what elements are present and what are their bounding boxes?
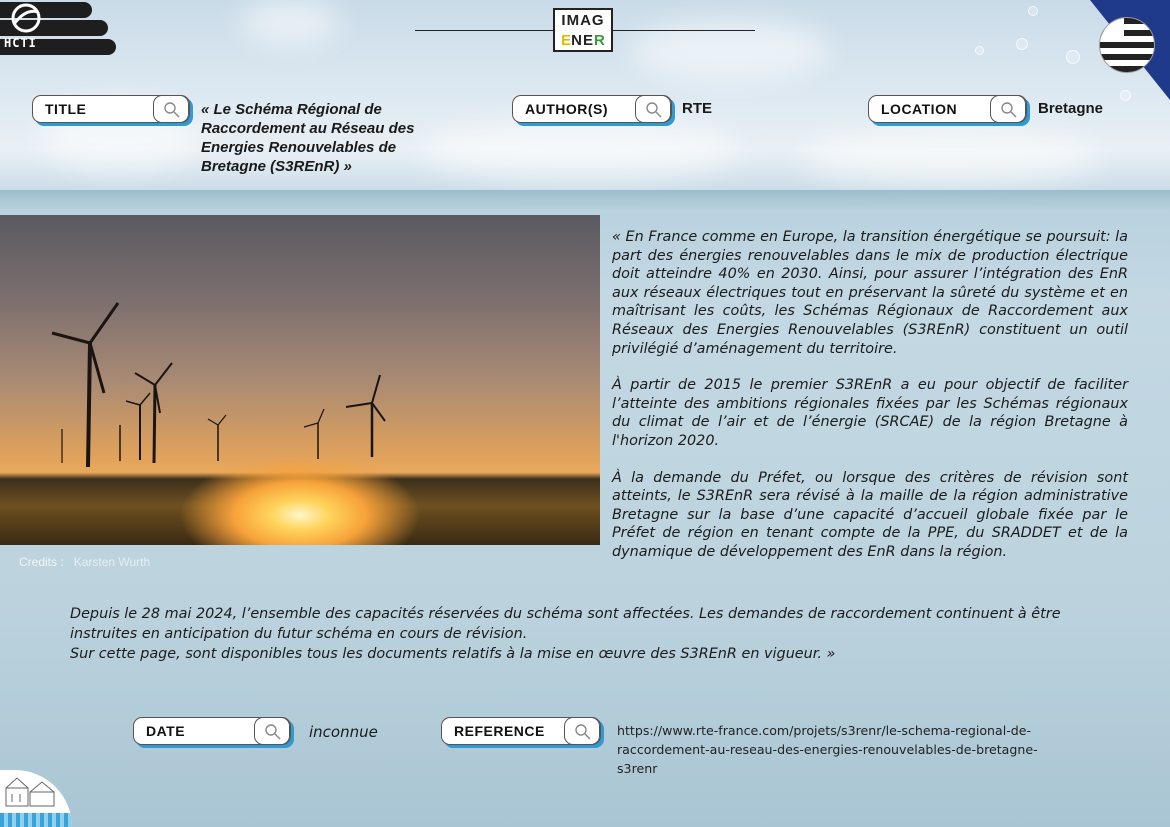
date-field[interactable] — [133, 717, 291, 745]
search-icon — [264, 723, 282, 741]
description-paragraph: À partir de 2015 le premier S3REnR a eu pour objectif de faciliter l’atteinte des ambitions régionales fixées par les Schémas régionaux du climat de l’air et de l’énergie (SRCAE) de la région Bretagne à l'horizon 2020. — [612, 377, 1128, 449]
search-icon — [1000, 101, 1018, 119]
cloud — [800, 130, 1100, 185]
author-field[interactable] — [512, 95, 672, 123]
closing-text — [70, 604, 1130, 664]
wind-turbines-photo — [0, 215, 600, 545]
search-icon — [163, 101, 181, 119]
sea-horizon — [0, 190, 1170, 212]
brand-line1: IMAG — [561, 12, 605, 29]
bubble — [1016, 38, 1028, 50]
author-value: RTE — [682, 100, 712, 117]
photo-credits — [19, 555, 150, 569]
reference-search-button[interactable] — [564, 717, 600, 745]
location-search-button[interactable] — [990, 95, 1026, 123]
hcti-emblem-icon — [6, 2, 46, 36]
description-text — [612, 228, 1128, 580]
closing-paragraph: Sur cette page, sont disponibles tous les documents relatifs à la mise en œuvre des S3REnR en vigueur. » — [70, 646, 836, 662]
imagener-logo — [553, 8, 613, 52]
brand-line2: ENER — [561, 32, 605, 49]
bubble — [1066, 50, 1080, 64]
date-search-button[interactable] — [254, 717, 290, 745]
search-icon — [574, 723, 592, 741]
reference-link[interactable]: https://www.rte-france.com/projets/s3renr/le-schema-regional-de-raccordement-au-reseau-des-energies-renouvelables-de-bretagne-s3renr — [617, 723, 1038, 776]
wave-band — [0, 813, 72, 827]
description-paragraph: « En France comme en Europe, la transition énergétique se poursuit: la part des énergies renouvelables dans le mix de production électrique doit atteindre 40% en 2030. Ainsi, pour assurer l’intégration des EnR aux réseaux électriques tout en préservant la sûreté du système et en maîtrisant les coûts, les Schémas Régionaux de Raccordement aux Réseaux des Energies Renouvelables (S3REnR) constituent un outil privilégié d’aménagement du territoire. — [612, 229, 1128, 357]
description-paragraph: À la demande du Préfet, ou lorsque des critères de révision sont atteints, le S3REnR sera révisé à la maille de la région administrative Bretagne sur la base d’une capacité d’accueil globale fixée par le Préfet de région en tenant compte de la PPE, du SRADDET et de la dynamique de développement des EnR dans la région. — [612, 469, 1128, 560]
header-rule-right — [613, 30, 755, 31]
hcti-logo — [0, 0, 118, 58]
header-rule-left — [415, 30, 553, 31]
reference-field[interactable] — [441, 717, 601, 745]
credits-name: Karsten Wurth — [73, 555, 151, 569]
date-label: DATE — [146, 723, 186, 739]
author-label: AUTHOR(S) — [525, 101, 609, 117]
closing-paragraph: Depuis le 28 mai 2024, l’ensemble des capacités réservées du schéma sont affectées. Les demandes de raccordement continuent à être instruites en anticipation du futur schéma en cours de révision. — [70, 606, 1061, 642]
building-sketch-icon — [2, 774, 62, 814]
cloud — [420, 120, 740, 180]
bubble — [1120, 90, 1131, 101]
location-field[interactable] — [868, 95, 1027, 123]
title-value: « Le Schéma Régional de Raccordement au Réseau des Energies Renouvelables de Bretagne (S3REnR) » — [201, 101, 415, 175]
date-value: inconnue — [309, 723, 378, 741]
turbines-illustration — [0, 215, 600, 545]
cloud — [240, 0, 340, 45]
location-label: LOCATION — [881, 101, 958, 117]
museum-logo — [0, 770, 72, 827]
brittany-flag-icon — [1099, 17, 1155, 73]
cloud — [630, 20, 830, 80]
title-label: TITLE — [45, 101, 87, 117]
author-search-button[interactable] — [635, 95, 671, 123]
bubble — [1028, 6, 1038, 16]
title-search-button[interactable] — [153, 95, 189, 123]
flag-canton — [1100, 18, 1124, 42]
title-field[interactable] — [32, 95, 190, 123]
bubble — [975, 46, 984, 55]
credits-label: Credits : — [19, 555, 64, 569]
hcti-logo-text: HCTI — [4, 36, 37, 50]
search-icon — [645, 101, 663, 119]
reference-label: REFERENCE — [454, 723, 545, 739]
location-value: Bretagne — [1038, 100, 1104, 117]
